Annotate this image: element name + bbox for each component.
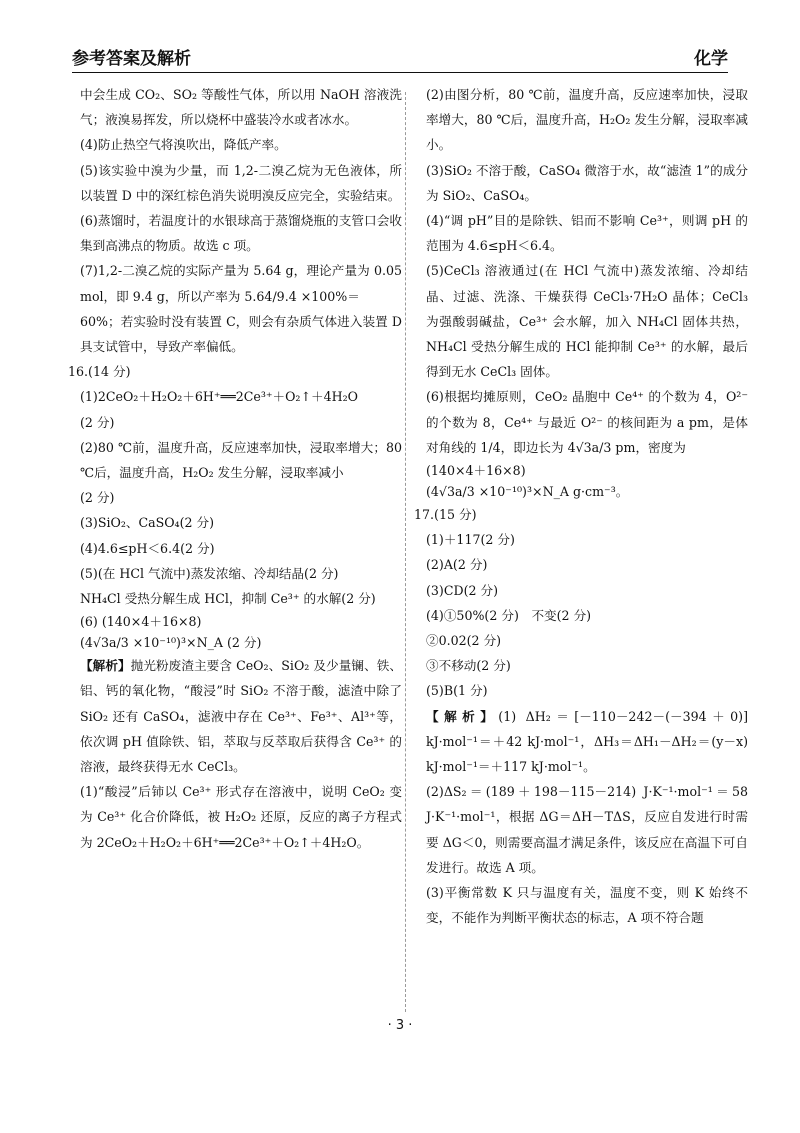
header-subject: 化学 <box>694 48 728 69</box>
analysis-text: (1) ΔH₂＝[－110－242－(－394＋0)] kJ·mol⁻¹＝＋42 kJ·mol⁻¹，ΔH₃＝ΔH₁－ΔH₂＝(y－x) kJ·mol⁻¹＝＋117 kJ·mol⁻¹。 <box>426 708 749 775</box>
paragraph: (7)1,2-二溴乙烷的实际产量为 5.64 g，理论产量为 0.05 mol，即 9.4 g，所以产率为 5.64/9.4 ×100%＝ <box>80 263 402 304</box>
answer-line: (4)①50%(2 分) 不变(2 分) <box>426 607 592 623</box>
paragraph: (2)ΔS₂＝(189＋198－115－214) J·K⁻¹·mol⁻¹＝58 J·K⁻¹·mol⁻¹，根据 ΔG＝ΔH－TΔS，反应自发进行时需要 ΔG＜0，则需要高温才满足条件，该反应在高温下可自发进行。故选 A 项。 <box>426 784 748 875</box>
answer-line: (3)SiO₂、CaSO₄(2 分) <box>80 515 215 531</box>
answer-line: (4)4.6≤pH＜6.4(2 分) <box>80 540 215 556</box>
analysis-paragraph <box>426 704 748 780</box>
paragraph: (1)“酸浸”后铈以 Ce³⁺ 形式存在溶液中，说明 CeO₂ 变为 Ce³⁺ 化合价降低，被 H₂O₂ 还原，反应的离子方程式为 2CeO₂＋H₂O₂＋6H⁺══2Ce³⁺＋O₂↑＋4H₂O。 <box>80 784 402 850</box>
analysis-tag: 【解析】 <box>426 708 499 724</box>
formula-denominator: (4√3a/3 ×10⁻¹⁰)³×N_A (2 分) <box>80 635 262 651</box>
paragraph: (2)由图分析，80 ℃前，温度升高，反应速率加快，浸取率增大，80 ℃后，温度升高，H₂O₂ 发生分解，浸取率减小。 <box>426 87 748 153</box>
formula-numerator: (6) (140×4＋16×8) <box>80 614 202 630</box>
paragraph: 中会生成 CO₂、SO₂ 等酸性气体，所以用 NaOH 溶液洗气；液溴易挥发，所以烧杯中盛装冷水或者冰水。 <box>80 87 402 128</box>
question-number: 17.(15 分) <box>414 507 477 523</box>
analysis-text: 抛光粉废渣主要含 CeO₂、SiO₂ 及少量镧、铁、铝、钙的氧化物，“酸浸”时 SiO₂ 不溶于酸，滤渣中除了 SiO₂ 还有 CaSO₄，滤液中存在 Ce³⁺、Fe³⁺、Al³⁺等，依次调 pH 值除铁、铝，萃取与反萃取后获得含 Ce³⁺ 的溶液，最终获得无水 CeCl₃。 <box>80 658 402 775</box>
density-formula <box>426 460 748 502</box>
answer-line: (2)A(2 分) <box>426 557 488 573</box>
paragraph: (5)该实验中溴为少量，而 1,2-二溴乙烷为无色液体，所以装置 D 中的深红棕色消失说明溴反应完全，实验结束。 <box>80 162 402 203</box>
answer-line: (5)B(1 分) <box>426 683 488 699</box>
question-number: 16.(14 分) <box>68 364 131 380</box>
answer-line: (5)(在 HCl 气流中)蒸发浓缩、冷却结晶(2 分) <box>80 565 339 581</box>
paragraph: (5)CeCl₃ 溶液通过(在 HCl 气流中)蒸发浓缩、冷却结晶、过滤、洗涤、干燥获得 CeCl₃·7H₂O 晶体；CeCl₃ 为强酸弱碱盐，Ce³⁺ 会水解，加入 NH₄Cl 固体共热，NH₄Cl 受热分解生成的 HCl 能抑制 Ce³⁺ 的水解，最后得到无水 CeCl₃ 固体。 <box>426 263 748 380</box>
column-divider <box>405 92 406 1012</box>
paragraph: (6)蒸馏时，若温度计的水银球高于蒸馏烧瓶的支管口会收集到高沸点的物质。故选 c 项。 <box>80 213 402 254</box>
score-note: (2 分) <box>80 490 115 506</box>
page-number: · 3 · <box>387 1018 413 1033</box>
score-note: (2 分) <box>80 414 115 430</box>
paragraph: (4)“调 pH”目的是除铁、铝而不影响 Ce³⁺，则调 pH 的范围为 4.6≤pH＜6.4。 <box>426 213 748 254</box>
header-title: 参考答案及解析 <box>72 48 191 69</box>
paragraph: (3)SiO₂ 不溶于酸，CaSO₄ 微溶于水，故“滤渣 1”的成分为 SiO₂、CaSO₄。 <box>426 162 748 203</box>
answer-line: (1)2CeO₂＋H₂O₂＋6H⁺══2Ce³⁺＋O₂↑＋4H₂O <box>80 389 358 405</box>
analysis-paragraph <box>80 653 402 779</box>
answer-line: ②0.02(2 分) <box>426 633 502 649</box>
paragraph: (6)根据均摊原则，CeO₂ 晶胞中 Ce⁴⁺ 的个数为 4，O²⁻ 的个数为 8，Ce⁴⁺ 与最近 O²⁻ 的核间距为 a pm，是体对角线的 1/4，即边长为 4√3a/3 pm，密度为 <box>426 389 748 455</box>
paragraph: (3)平衡常数 K 只与温度有关，温度不变，则 K 始终不变，不能作为判断平衡状态的标志，A 项不符合题 <box>426 885 748 926</box>
answer-line: NH₄Cl 受热分解生成 HCl，抑制 Ce³⁺ 的水解(2 分) <box>80 591 376 607</box>
paragraph: 60%；若实验时没有装置 C，则会有杂质气体进入装置 D 具支试管中，导致产率偏低。 <box>80 313 402 355</box>
page-header <box>72 40 728 73</box>
formula-numerator: (140×4＋16×8) <box>426 463 526 479</box>
answer-line: (2)80 ℃前，温度升高，反应速率加快，浸取率增大；80 ℃后，温度升高，H₂O₂ 发生分解，浸取率减小 <box>80 439 402 481</box>
answer-line: ③不移动(2 分) <box>426 658 511 674</box>
formula-denominator: (4√3a/3 ×10⁻¹⁰)³×N_A g·cm⁻³。 <box>426 484 629 500</box>
right-column <box>414 82 749 931</box>
paragraph: (4)防止热空气将溴吹出，降低产率。 <box>80 137 287 153</box>
left-column <box>68 82 402 855</box>
density-formula <box>80 611 402 653</box>
answer-line: (1)＋117(2 分) <box>426 532 515 548</box>
answer-line: (3)CD(2 分) <box>426 582 499 598</box>
analysis-tag: 【解析】 <box>80 658 131 674</box>
